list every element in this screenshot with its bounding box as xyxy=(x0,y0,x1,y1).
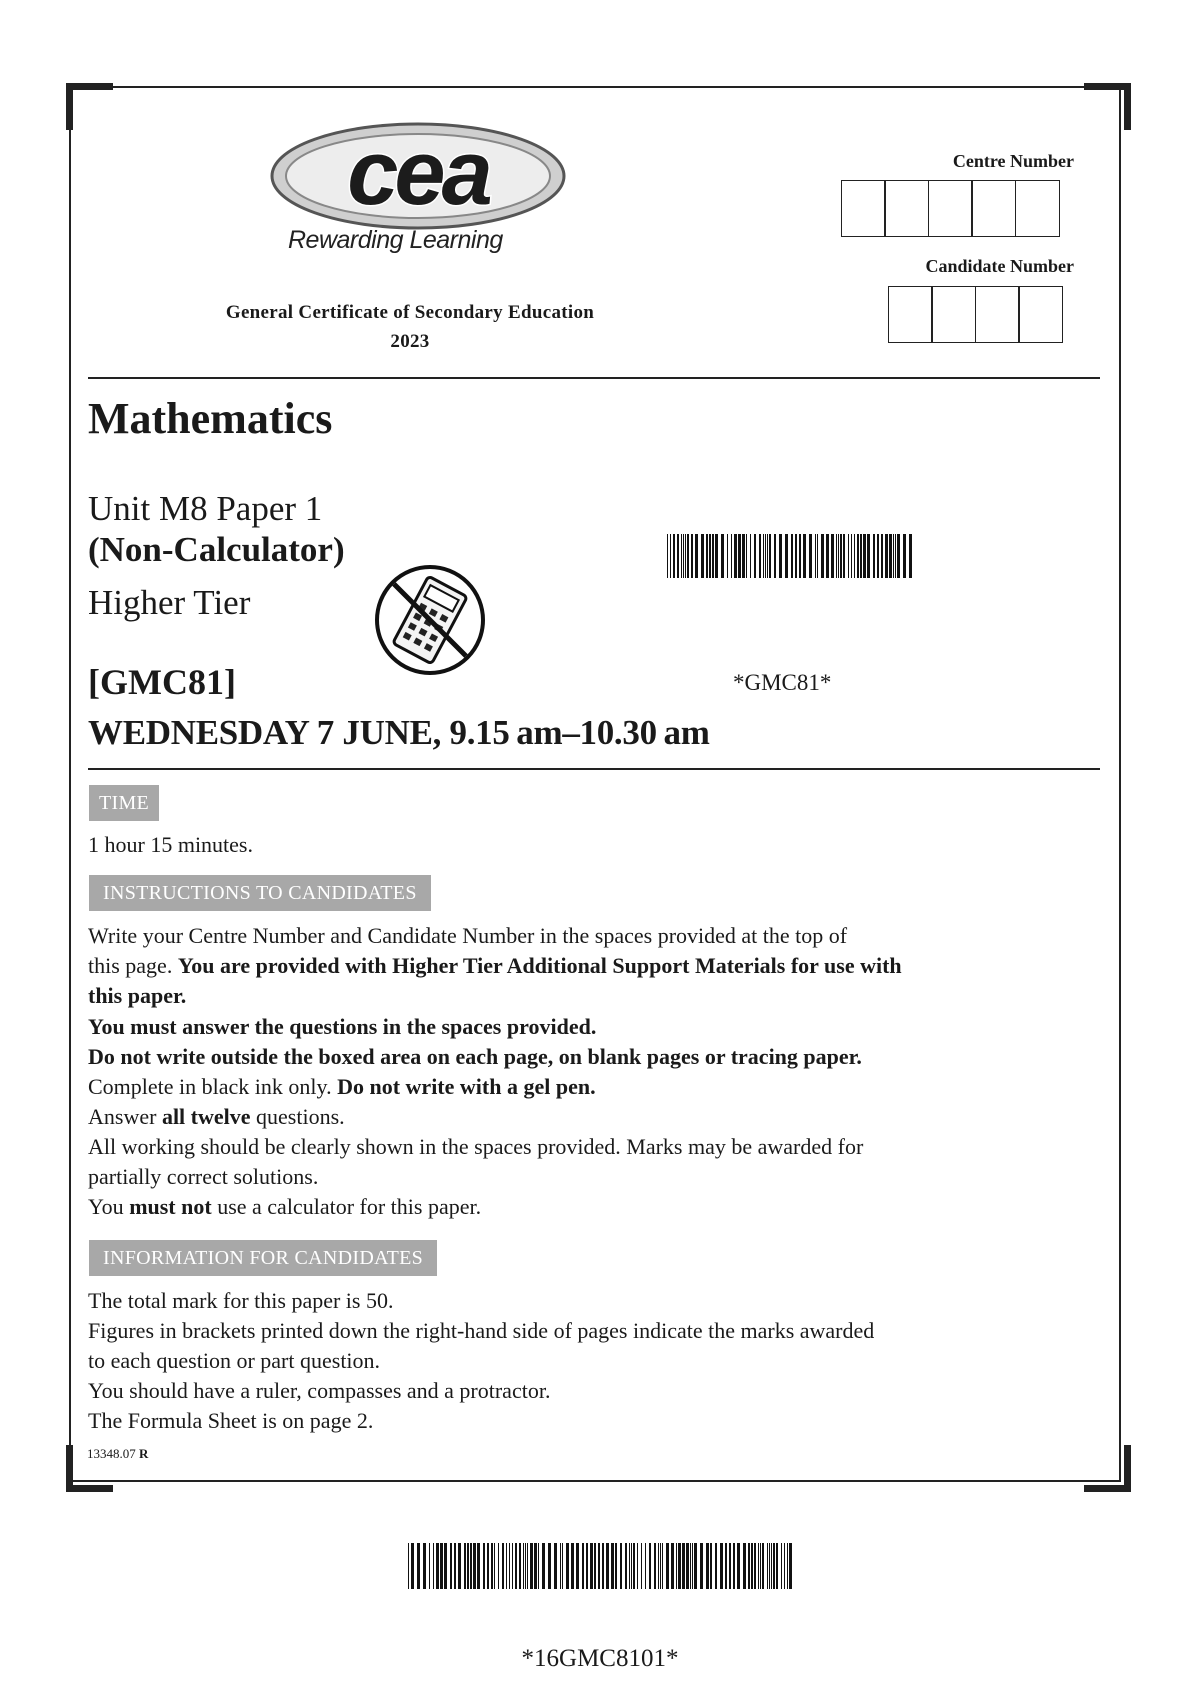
barcode-bar xyxy=(771,1543,772,1589)
barcode-bar xyxy=(815,534,816,578)
barcode-bar xyxy=(751,1543,753,1589)
barcode-bar xyxy=(784,1543,785,1589)
exam-date-time: WEDNESDAY 7 JUNE, 9.15 am–10.30 am xyxy=(88,713,710,752)
barcode-bar xyxy=(554,1543,557,1589)
barcode-bottom-text: *16GMC8101* xyxy=(521,1645,679,1672)
instruction-text: You xyxy=(88,1194,130,1219)
information-heading: INFORMATION FOR CANDIDATES xyxy=(89,1240,437,1276)
barcode-bar xyxy=(620,1543,622,1589)
barcode-bar xyxy=(590,1543,593,1589)
barcode-bar xyxy=(691,534,693,578)
barcode-bar xyxy=(502,1543,504,1589)
instruction-line xyxy=(88,1102,345,1132)
barcode-bar xyxy=(721,534,724,578)
barcode-bar xyxy=(795,534,797,578)
barcode-bar xyxy=(767,1543,768,1589)
barcode-bar xyxy=(759,534,761,578)
instruction-text-bold: all twelve xyxy=(161,1104,251,1129)
barcode-top-text: *GMC81* xyxy=(733,670,832,695)
barcode-bar xyxy=(662,1543,663,1589)
barcode-bar xyxy=(831,534,834,578)
barcode-bar xyxy=(649,1543,651,1589)
barcode-bar xyxy=(598,1543,600,1589)
barcode-bar xyxy=(506,1543,507,1589)
barcode-bar xyxy=(762,1543,764,1589)
barcode-bar xyxy=(779,534,782,578)
barcode-bar xyxy=(483,1543,485,1589)
barcode-bar xyxy=(515,1543,517,1589)
barcode-bar xyxy=(538,1543,539,1589)
reference-suffix: R xyxy=(139,1446,149,1461)
reference-code: 13348.07 xyxy=(87,1446,136,1461)
barcode-bar xyxy=(494,1543,495,1589)
barcode-bar xyxy=(667,534,668,578)
barcode-bar xyxy=(666,1543,669,1589)
barcode-bar xyxy=(530,1543,533,1589)
barcode-bar xyxy=(586,1543,588,1589)
barcode-bar xyxy=(748,1543,750,1589)
time-text: 1 hour 15 minutes. xyxy=(88,832,253,857)
barcode-bar xyxy=(769,534,771,578)
barcode-bar xyxy=(633,1543,635,1589)
barcode-bar xyxy=(411,1543,414,1589)
instruction-line: All working should be clearly shown in the spaces provided. Marks may be awarded for xyxy=(88,1134,864,1159)
barcode-bar xyxy=(464,1543,466,1589)
barcode-bar xyxy=(615,1543,617,1589)
barcode-bottom xyxy=(408,1543,794,1589)
information-line: Figures in brackets printed down the right-hand side of pages indicate the marks awarded xyxy=(88,1318,875,1343)
instruction-text: this page. xyxy=(88,953,178,978)
barcode-bar xyxy=(774,534,776,578)
barcode-bar xyxy=(857,534,859,578)
barcode-bar xyxy=(738,534,741,578)
barcode-bar xyxy=(444,1543,447,1589)
barcode-bar xyxy=(408,1543,409,1589)
barcode-bar xyxy=(848,534,849,578)
barcode-bar xyxy=(487,1543,489,1589)
barcode-bar xyxy=(637,1543,638,1589)
instruction-text-bold: Do not write with a gel pen. xyxy=(337,1074,596,1099)
barcode-bar xyxy=(512,1543,513,1589)
divider xyxy=(88,768,1100,770)
barcode-bar xyxy=(731,534,732,578)
time-heading: TIME xyxy=(89,785,159,821)
barcode-bar xyxy=(776,1543,778,1589)
barcode-bar xyxy=(895,534,896,578)
barcode-bar xyxy=(791,534,793,578)
logo-tagline: Rewarding Learning xyxy=(288,226,503,254)
instruction-line: You must answer the questions in the spaces provided. xyxy=(88,1014,597,1039)
instruction-line xyxy=(88,1192,481,1222)
information-line: You should have a ruler, compasses and a protractor. xyxy=(88,1378,551,1403)
barcode-bar xyxy=(602,1543,604,1589)
candidate-number-boxes[interactable] xyxy=(889,286,1063,343)
barcode-bar xyxy=(548,1543,551,1589)
barcode-bar xyxy=(562,1543,563,1589)
instruction-line xyxy=(88,1072,596,1102)
barcode-bar xyxy=(629,1543,630,1589)
information-line: to each question or part question. xyxy=(88,1348,381,1373)
corner-mark xyxy=(66,83,113,130)
barcode-bar xyxy=(712,534,714,578)
calculator-note: (Non-Calculator) xyxy=(88,530,345,569)
barcode-bar xyxy=(750,534,751,578)
barcode-bar xyxy=(534,1543,537,1589)
instruction-text: use a calculator for this paper. xyxy=(211,1194,482,1219)
candidate-number-label: Candidate Number xyxy=(925,256,1074,276)
no-calculator-icon xyxy=(372,562,488,678)
barcode-bar xyxy=(606,1543,609,1589)
qualification-title: General Certificate of Secondary Education xyxy=(225,302,595,323)
barcode-bar xyxy=(743,1543,746,1589)
barcode-bar xyxy=(525,1543,526,1589)
barcode-bar xyxy=(873,534,875,578)
svg-text:cea: cea xyxy=(347,122,489,224)
barcode-bar xyxy=(851,534,852,578)
barcode-bar xyxy=(660,1543,661,1589)
barcode-bar xyxy=(467,1543,469,1589)
centre-number-digit[interactable] xyxy=(928,180,973,237)
barcode-bar xyxy=(686,1543,689,1589)
barcode-bar xyxy=(670,534,671,578)
barcode-bar xyxy=(645,1543,646,1589)
barcode-bar xyxy=(803,534,806,578)
instruction-line: Do not write outside the boxed area on each page, on blank pages or tracing paper. xyxy=(88,1044,862,1069)
centre-number-boxes[interactable] xyxy=(842,180,1060,237)
barcode-bar xyxy=(454,1543,456,1589)
instructions-heading: INSTRUCTIONS TO CANDIDATES xyxy=(89,875,431,911)
barcode-bar xyxy=(417,1543,420,1589)
barcode-bar xyxy=(781,1543,782,1589)
barcode-bar xyxy=(758,1543,759,1589)
unit-title: Unit M8 Paper 1 xyxy=(88,489,323,528)
paper-code: [GMC81] xyxy=(88,662,236,702)
barcode-bar xyxy=(897,534,900,578)
barcode-bar xyxy=(817,534,818,578)
barcode-bar xyxy=(625,1543,627,1589)
instruction-text-bold: You are provided with Higher Tier Additional Support Materials for use with xyxy=(177,953,902,978)
barcode-bar xyxy=(687,534,689,578)
barcode-bar xyxy=(700,1543,703,1589)
barcode-bar xyxy=(709,534,711,578)
barcode-bar xyxy=(440,1543,443,1589)
instruction-text: Answer xyxy=(88,1104,162,1129)
centre-number-digit[interactable] xyxy=(884,180,929,237)
barcode-bar xyxy=(767,534,768,578)
barcode-bar xyxy=(734,534,737,578)
barcode-bar xyxy=(509,1543,510,1589)
barcode-bar xyxy=(909,534,912,578)
barcode-bar xyxy=(881,534,883,578)
barcode-bar xyxy=(737,1543,740,1589)
barcode-bar xyxy=(566,1543,569,1589)
barcode-bar xyxy=(433,1543,434,1589)
barcode-bar xyxy=(641,1543,642,1589)
barcode-bar xyxy=(654,1543,656,1589)
barcode-bar xyxy=(729,1543,731,1589)
barcode-bar xyxy=(863,534,866,578)
barcode-bar xyxy=(889,534,892,578)
instruction-text: questions. xyxy=(250,1104,345,1129)
barcode-bar xyxy=(498,1543,499,1589)
barcode-bar xyxy=(678,1543,681,1589)
barcode-bar xyxy=(692,1543,693,1589)
barcode-bar xyxy=(560,1543,561,1589)
barcode-bar xyxy=(727,534,728,578)
barcode-top xyxy=(667,534,913,578)
barcode-bar xyxy=(677,534,679,578)
barcode-bar xyxy=(631,1543,632,1589)
barcode-bar xyxy=(671,1543,674,1589)
corner-mark xyxy=(1084,1445,1131,1492)
corner-mark xyxy=(1084,83,1131,130)
barcode-bar xyxy=(542,1543,545,1589)
barcode-bar xyxy=(733,1543,735,1589)
barcode-bar xyxy=(836,534,837,578)
candidate-number-digit[interactable] xyxy=(931,286,976,343)
barcode-bar xyxy=(789,1543,792,1589)
barcode-bar xyxy=(458,1543,461,1589)
barcode-bar xyxy=(715,534,718,578)
barcode-bar xyxy=(725,1543,727,1589)
barcode-bar xyxy=(754,534,756,578)
divider xyxy=(88,377,1100,379)
information-line: The Formula Sheet is on page 2. xyxy=(88,1408,374,1433)
barcode-bar xyxy=(785,534,788,578)
barcode-bar xyxy=(826,534,829,578)
barcode-bar xyxy=(594,1543,596,1589)
reference-number xyxy=(87,1446,148,1462)
barcode-bar xyxy=(694,1543,697,1589)
instruction-text-bold: must not xyxy=(129,1194,212,1219)
barcode-bar xyxy=(838,534,839,578)
barcode-bar xyxy=(715,1543,717,1589)
barcode-bar xyxy=(710,1543,712,1589)
barcode-bar xyxy=(877,534,879,578)
tier-title: Higher Tier xyxy=(88,583,251,622)
barcode-bar xyxy=(571,1543,574,1589)
barcode-bar xyxy=(676,1543,677,1589)
barcode-bar xyxy=(773,1543,775,1589)
barcode-bar xyxy=(473,1543,476,1589)
barcode-bar xyxy=(582,1543,584,1589)
barcode-bar xyxy=(854,534,855,578)
exam-year: 2023 xyxy=(390,331,430,352)
barcode-bar xyxy=(860,534,862,578)
information-line: The total mark for this paper is 50. xyxy=(88,1288,394,1313)
instruction-text: Complete in black ink only. xyxy=(88,1074,338,1099)
barcode-bar xyxy=(690,1543,691,1589)
barcode-bar xyxy=(611,1543,614,1589)
barcode-bar xyxy=(519,1543,521,1589)
barcode-bar xyxy=(701,534,704,578)
barcode-bar xyxy=(685,534,686,578)
instruction-line: this paper. xyxy=(88,983,187,1008)
barcode-bar xyxy=(450,1543,452,1589)
barcode-bar xyxy=(809,534,812,578)
barcode-bar xyxy=(787,1543,788,1589)
barcode-bar xyxy=(527,1543,528,1589)
barcode-bar xyxy=(470,1543,472,1589)
barcode-bar xyxy=(763,534,764,578)
instruction-line: Write your Centre Number and Candidate Number in the spaces provided at the top of xyxy=(88,923,848,948)
barcode-bar xyxy=(742,534,745,578)
barcode-bar xyxy=(682,1543,685,1589)
centre-number-digit[interactable] xyxy=(841,180,886,237)
barcode-bar xyxy=(706,1543,709,1589)
barcode-bar xyxy=(843,534,845,578)
barcode-bar xyxy=(760,1543,761,1589)
barcode-bar xyxy=(821,534,824,578)
candidate-number-digit[interactable] xyxy=(975,286,1020,343)
centre-number-digit[interactable] xyxy=(1015,180,1060,237)
barcode-bar xyxy=(799,534,801,578)
barcode-bar xyxy=(695,534,698,578)
barcode-bar xyxy=(706,534,708,578)
subject-title: Mathematics xyxy=(88,394,333,443)
barcode-bar xyxy=(746,534,747,578)
barcode-bar xyxy=(681,534,682,578)
barcode-bar xyxy=(423,1543,426,1589)
barcode-bar xyxy=(429,1543,430,1589)
barcode-bar xyxy=(765,534,766,578)
barcode-bar xyxy=(576,1543,579,1589)
barcode-bar xyxy=(720,1543,723,1589)
barcode-bar xyxy=(840,534,842,578)
barcode-bar xyxy=(491,1543,493,1589)
instruction-line: partially correct solutions. xyxy=(88,1164,319,1189)
barcode-bar xyxy=(477,1543,480,1589)
candidate-number-digit[interactable] xyxy=(1018,286,1063,343)
barcode-bar xyxy=(885,534,888,578)
instruction-line xyxy=(88,951,902,981)
barcode-bar xyxy=(673,534,675,578)
barcode-bar xyxy=(683,534,684,578)
barcode-bar xyxy=(523,1543,524,1589)
barcode-bar xyxy=(867,534,870,578)
barcode-bar xyxy=(769,1543,770,1589)
barcode-bar xyxy=(903,534,906,578)
barcode-bar xyxy=(893,534,894,578)
centre-number-digit[interactable] xyxy=(971,180,1016,237)
candidate-number-digit[interactable] xyxy=(888,286,933,343)
barcode-bar xyxy=(754,1543,756,1589)
centre-number-label: Centre Number xyxy=(952,151,1074,171)
barcode-bar xyxy=(658,1543,659,1589)
barcode-bar xyxy=(436,1543,439,1589)
